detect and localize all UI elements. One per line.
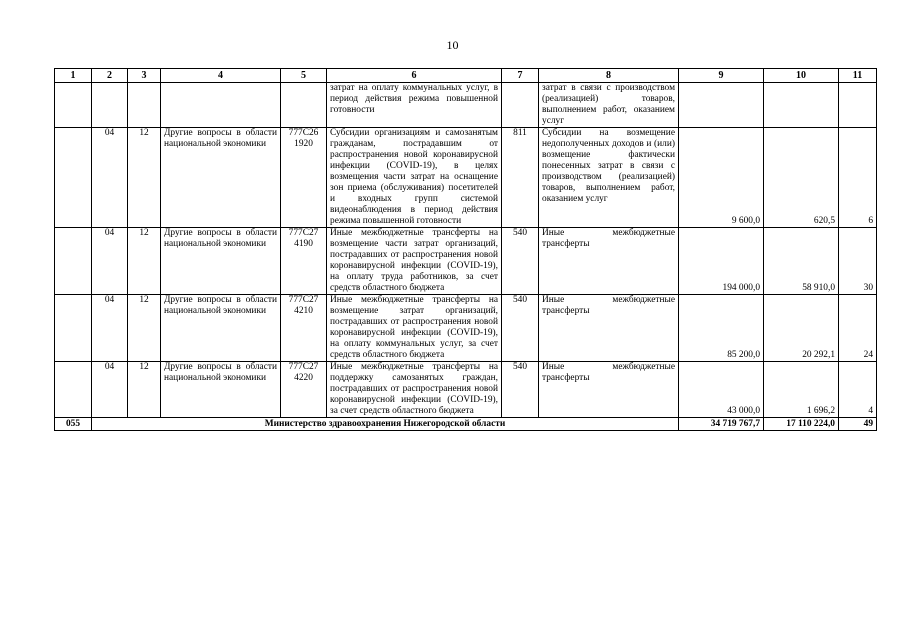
cell-subsection: 12 (128, 295, 161, 362)
cell-section: 04 (92, 362, 128, 418)
cell-plan: 194 000,0 (679, 228, 764, 295)
cell-plan (679, 83, 764, 128)
cell-target-code: 777С26 1920 (281, 128, 327, 228)
total-plan: 34 719 767,7 (679, 418, 764, 431)
cell-actual (764, 83, 839, 128)
total-actual: 17 110 224,0 (764, 418, 839, 431)
total-row (55, 418, 877, 431)
cell-percent: 24 (839, 295, 877, 362)
table-row (55, 295, 877, 362)
col-header: 3 (128, 69, 161, 83)
col-header: 7 (502, 69, 539, 83)
cell-percent (839, 83, 877, 128)
cell-col1 (55, 83, 92, 128)
cell-actual: 620,5 (764, 128, 839, 228)
cell-actual: 1 696,2 (764, 362, 839, 418)
cell-col1 (55, 128, 92, 228)
cell-target-name: Иные межбюджетные трансферты на возмещение затрат организаций, пострадавших от распространения новой коронавирусной инфекции (COVID-19), на оплату коммунальных услуг, за счет средств областного бюджета (327, 295, 502, 362)
col-header: 9 (679, 69, 764, 83)
cell-section: 04 (92, 295, 128, 362)
cell-section (92, 83, 128, 128)
cell-plan: 43 000,0 (679, 362, 764, 418)
cell-percent: 6 (839, 128, 877, 228)
cell-plan: 85 200,0 (679, 295, 764, 362)
cell-target-name: Субсидии организациям и самозанятым гражданам, пострадавшим от распространения новой коронавирусной инфекции (COVID-19), в целях возмещения части затрат на оснащение зон приема (обслуживания) посетителей и входных групп системой видеонаблюдения в период действия режима повышенной готовности (327, 128, 502, 228)
cell-subsection: 12 (128, 228, 161, 295)
page-number: 10 (446, 38, 459, 52)
cell-target-code: 777С27 4190 (281, 228, 327, 295)
cell-target-name: затрат на оплату коммунальных услуг, в период действия режима повышенной готовности (327, 83, 502, 128)
col-header: 10 (764, 69, 839, 83)
total-percent: 49 (839, 418, 877, 431)
col-header: 4 (161, 69, 281, 83)
cell-section: 04 (92, 128, 128, 228)
header-row (55, 69, 877, 83)
col-header: 11 (839, 69, 877, 83)
cell-target-code: 777С27 4210 (281, 295, 327, 362)
cell-percent: 30 (839, 228, 877, 295)
cell-section-name: Другие вопросы в области национальной экономики (161, 295, 281, 362)
cell-target-name: Иные межбюджетные трансферты на возмещение части затрат организаций, пострадавших от распространения новой коронавирусной инфекции (COVID-19), на оплату труда работников, за счет средств областного бюджета (327, 228, 502, 295)
ministry-code: 055 (55, 418, 92, 431)
budget-table (54, 68, 877, 431)
ministry-title: Министерство здравоохранения Нижегородской области (92, 418, 679, 431)
cell-section-name: Другие вопросы в области национальной экономики (161, 228, 281, 295)
cell-expense-name: затрат в связи с производством (реализацией) товаров, выполнением работ, оказанием услуг (539, 83, 679, 128)
cell-expense-name: Иные межбюджетные трансферты (539, 228, 679, 295)
cell-plan: 9 600,0 (679, 128, 764, 228)
cell-expense-name: Иные межбюджетные трансферты (539, 362, 679, 418)
cell-subsection: 12 (128, 128, 161, 228)
cell-col1 (55, 295, 92, 362)
cell-section-name (161, 83, 281, 128)
cell-expense-name: Иные межбюджетные трансферты (539, 295, 679, 362)
cell-target-code: 777С27 4220 (281, 362, 327, 418)
cell-section-name: Другие вопросы в области национальной экономики (161, 362, 281, 418)
cell-actual: 20 292,1 (764, 295, 839, 362)
cell-expense-type: 811 (502, 128, 539, 228)
cell-target-name: Иные межбюджетные трансферты на поддержку самозанятых граждан, пострадавших от распространения новой коронавирусной инфекции (COVID-19), за счет средств областного бюджета (327, 362, 502, 418)
cell-subsection: 12 (128, 362, 161, 418)
cell-percent: 4 (839, 362, 877, 418)
cell-expense-name: Субсидии на возмещение недополученных доходов и (или) возмещение фактически понесенных затрат в связи с производством (реализацией) товаров, выполнением работ, оказанием услуг (539, 128, 679, 228)
col-header: 6 (327, 69, 502, 83)
table-row (55, 83, 877, 128)
table-row (55, 362, 877, 418)
cell-section: 04 (92, 228, 128, 295)
cell-expense-type (502, 83, 539, 128)
cell-col1 (55, 228, 92, 295)
cell-section-name: Другие вопросы в области национальной экономики (161, 128, 281, 228)
cell-col1 (55, 362, 92, 418)
cell-actual: 58 910,0 (764, 228, 839, 295)
col-header: 1 (55, 69, 92, 83)
cell-subsection (128, 83, 161, 128)
table-row (55, 128, 877, 228)
table-row (55, 228, 877, 295)
col-header: 8 (539, 69, 679, 83)
cell-target-code (281, 83, 327, 128)
cell-expense-type: 540 (502, 295, 539, 362)
col-header: 5 (281, 69, 327, 83)
col-header: 2 (92, 69, 128, 83)
cell-expense-type: 540 (502, 228, 539, 295)
cell-expense-type: 540 (502, 362, 539, 418)
